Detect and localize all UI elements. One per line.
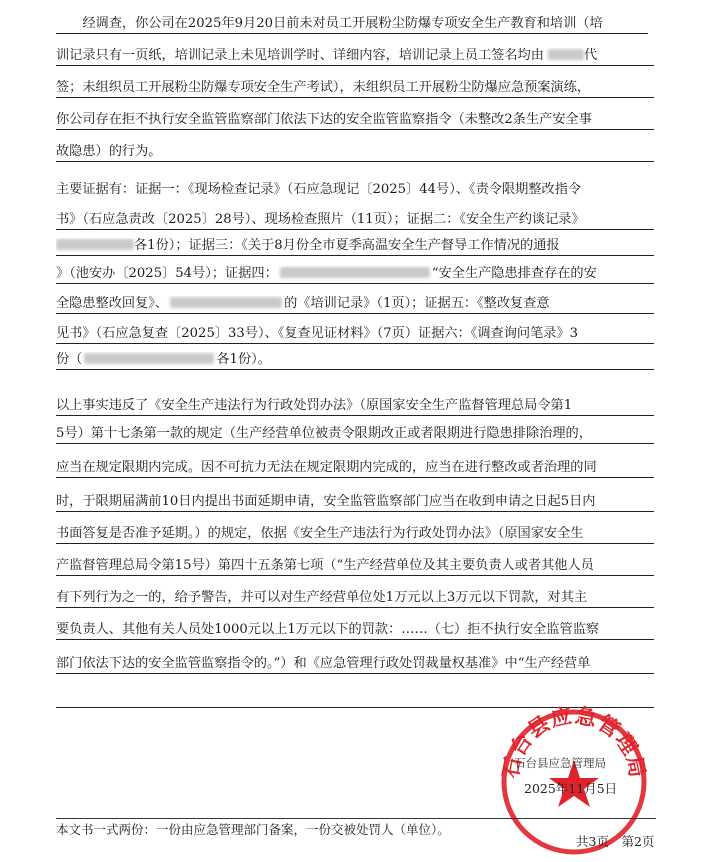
underline bbox=[56, 313, 654, 314]
underline bbox=[56, 229, 654, 230]
underline bbox=[56, 33, 648, 34]
text-line: 各1份）；证据三：《关于8月份全市夏季高温安全生产督导工作情况的通报 bbox=[56, 238, 656, 254]
text-line: 你公司存在拒不执行安全监管监察部门依法下达的安全监管监察指令（未整改2条生产安全事 bbox=[56, 112, 592, 127]
underline bbox=[56, 97, 654, 98]
text-line: 产监督管理总局令第15号）第四十五条第七项（“生产经营单位及其主要负责人或者其他人员 bbox=[56, 558, 594, 573]
underline bbox=[56, 443, 654, 444]
text-line: 应当在规定限期内完成。因不可抗力无法在规定限期内完成的，应当在进行整改或者治理的同 bbox=[56, 460, 597, 475]
footer-divider bbox=[56, 818, 656, 819]
text-line: 见书》（石应急复查〔2025〕33号）、《复查见证材料》（7页）证据六：《调查询问笔录》3 bbox=[56, 326, 579, 341]
redaction bbox=[84, 353, 214, 364]
seal-org-text: 石台县应急管理局 bbox=[498, 703, 650, 781]
redaction bbox=[548, 49, 584, 60]
text-line: 训记录只有一页纸，培训记录上未见培训学时、详细内容，培训记录上员工签名均由 代 bbox=[56, 48, 598, 63]
redaction bbox=[56, 239, 134, 250]
underline bbox=[56, 673, 654, 674]
underline bbox=[56, 543, 654, 544]
text-line: 书面答复是否准予延期。）的规定，依据《安全生产违法行为行政处罚办法》（原国家安全生 bbox=[56, 526, 584, 541]
underline bbox=[56, 255, 654, 256]
underline bbox=[56, 477, 654, 478]
text-line: 份（ 各1份）。 bbox=[56, 352, 271, 367]
underline bbox=[56, 283, 654, 284]
text-line: 主要证据有：证据一：《现场检查记录》（石应急现记〔2025〕44号）、《责令限期整改指令 bbox=[56, 182, 582, 197]
text-line: 签；未组织员工开展粉尘防爆专项安全生产考试），未组织员工开展粉尘防爆应急预案演练， bbox=[56, 80, 591, 95]
redaction bbox=[170, 297, 282, 308]
underline bbox=[56, 161, 654, 162]
signing-date: 2025年11月5日 bbox=[524, 781, 618, 796]
underline bbox=[56, 607, 654, 608]
underline bbox=[56, 639, 654, 640]
page-number: 共3页 第2页 bbox=[576, 834, 655, 849]
text-line: 5号）第十七条第一款的规定（生产经营单位被责令限期改正或者限期进行隐患排除治理的， bbox=[56, 426, 592, 441]
text-line: 》（池安办〔2025〕54号）；证据四： “安全生产隐患排查存在的安 bbox=[56, 266, 597, 281]
text-line: 要负责人、其他有关人员处1000元以上1万元以下的罚款：……（七）拒不执行安全监管监察 bbox=[56, 622, 600, 637]
underline bbox=[56, 575, 654, 576]
text-line: 全隐患整改回复》、 的《培训记录》（1页）；证据五：《整改复查意 bbox=[56, 296, 550, 311]
underline bbox=[56, 65, 654, 66]
signing-authority: 石台县应急管理局 bbox=[514, 756, 606, 770]
text-line: 故隐患）的行为。 bbox=[56, 144, 162, 159]
underline bbox=[56, 369, 654, 370]
text-line: 时，于限期届满前10日内提出书面延期申请，安全监管监察部门应当在收到申请之日起5日内 bbox=[56, 494, 596, 509]
underline bbox=[56, 511, 654, 512]
text-line: 以上事实违反了《安全生产违法行为行政处罚办法》（原国家安全生产监督管理总局令第1 bbox=[56, 398, 573, 413]
footer-note: 本文书一式两份：一份由应急管理部门备案，一份交被处罚人（单位）。 bbox=[56, 822, 450, 837]
underline bbox=[56, 415, 654, 416]
text-line: 部门依法下达的安全监管监察指令的。”）和《应急管理行政处罚裁量权基准》中“生产经营单 bbox=[56, 656, 591, 671]
redaction bbox=[280, 267, 430, 278]
text-line: 书》（石应急责改〔2025〕28号）、现场检查照片（11页）；证据二：《安全生产约谈记录》 bbox=[56, 212, 585, 227]
text-line: 有下列行为之一的，给予警告，并可以对生产经营单位处1万元以上3万元以下罚款，对其主 bbox=[56, 590, 588, 605]
underline bbox=[56, 343, 654, 344]
text-line: 经调查，你公司在2025年9月20日前未对员工开展粉尘防爆专项安全生产教育和培训（培 bbox=[56, 16, 603, 31]
underline bbox=[56, 129, 654, 130]
